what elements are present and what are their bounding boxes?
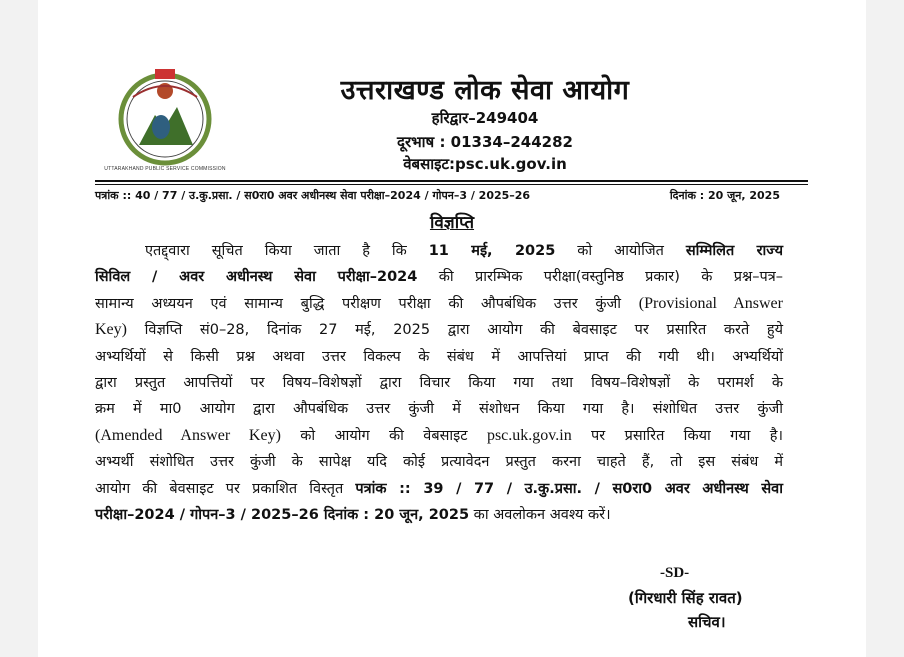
commission-emblem-logo <box>103 67 227 175</box>
body-line: अभ्यर्थियों से किसी प्रश्न अथवा उत्तर विकल्प के संबंध में आपत्तियां प्राप्त की गयी थी। अभ्यर्थियों <box>95 348 783 365</box>
address-line: हरिद्वार–249404 <box>431 109 539 127</box>
signatory-name: (गिरधारी सिंह रावत) <box>628 589 743 607</box>
organization-name: उत्तराखण्ड लोक सेवा आयोग <box>340 75 630 106</box>
body-line: (Amended Answer Key) को आयोग की वेबसाइट psc.uk.gov.in पर प्रसारित किया गया है। <box>95 426 783 444</box>
body-line: एतद्द्वारा सूचित किया जाता है कि 11 मई, 2025 को आयोजित सम्मिलित राज्य <box>145 243 784 259</box>
logo-caption: UTTARAKHAND PUBLIC SERVICE COMMISSION <box>104 166 226 172</box>
phone-line: दूरभाष : 01334–244282 <box>397 133 573 151</box>
body-line: क्रम में मा0 आयोग द्वारा औपबंधिक उत्तर कुंजी में संशोधन किया गया है। संशोधित उत्तर कुंजी <box>95 401 783 418</box>
notice-body <box>95 238 783 528</box>
body-line: परीक्षा–2024 / गोपन–3 / 2025–26 दिनांक : 20 जून, 2025 का अवलोकन अवश्य करें। <box>95 507 611 524</box>
body-line: सामान्य अध्ययन एवं सामान्य बुद्धि परीक्षण परीक्षा की औपबंधिक उत्तर कुंजी (Provisional Answer <box>95 294 783 312</box>
notice-title: विज्ञप्ति <box>429 213 475 233</box>
reference-number: पत्रांक :: 40 / 77 / उ.कु.प्रसा. / स0रा0 अवर अधीनस्थ सेवा परीक्षा–2024 / गोपन–3 / 2025–26 <box>95 189 531 202</box>
body-line: आयोग की बेवसाइट पर प्रकाशित विस्तृत पत्रांक :: 39 / 77 / उ.कु.प्रसा. / स0रा0 अवर अधीनस्थ सेवा <box>95 480 784 497</box>
header-divider-thick <box>95 180 808 182</box>
body-line: सिविल / अवर अधीनस्थ सेवा परीक्षा–2024 की प्रारम्भिक परीक्षा(वस्तुनिष्ठ प्रकार) के प्रश्न–पत्र– <box>95 269 783 286</box>
body-line: द्वारा प्रस्तुत आपत्तियों पर विषय–विशेषज्ञों द्वारा विचार किया गया तथा विषय–विशेषज्ञों के परामर्श के <box>95 375 783 392</box>
website-line: वेबसाइट:psc.uk.gov.in <box>403 155 567 173</box>
header-divider-thin <box>95 184 808 185</box>
signatory-designation: सचिव। <box>688 613 726 631</box>
reference-date: दिनांक : 20 जून, 2025 <box>669 189 780 202</box>
body-line: अभ्यर्थी संशोधित उत्तर कुंजी के सापेक्ष यदि कोई प्रत्यावेदन प्रस्तुत करना चाहते हैं, तो इस संबंध में <box>95 454 783 471</box>
signature-sd: -SD- <box>660 565 690 581</box>
body-line: Key) विज्ञप्ति सं0–28, दिनांक 27 मई, 2025 द्वारा आयोग की बेवसाइट पर प्रसारित करते हुये <box>95 321 783 339</box>
